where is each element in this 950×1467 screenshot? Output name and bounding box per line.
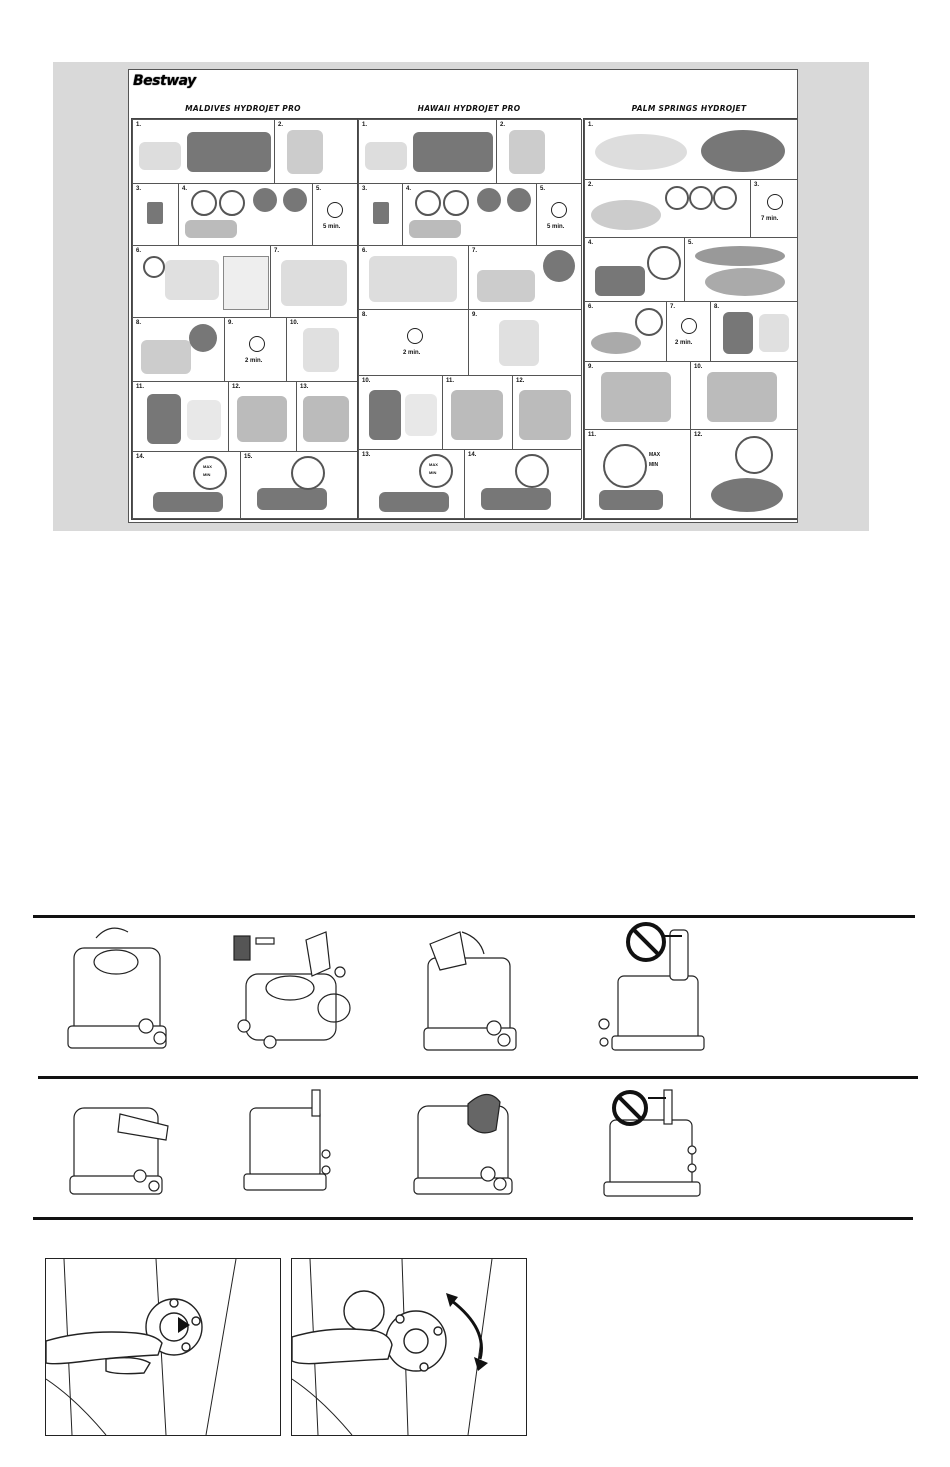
step-number: 3.: [136, 186, 142, 192]
step-cell: [684, 237, 798, 303]
step-cell: [464, 449, 582, 519]
liner-illustration: [365, 142, 407, 170]
step-cell: [224, 317, 288, 383]
prohibited-icon: [614, 1092, 646, 1124]
pump-lid-press-illustration: [70, 1108, 168, 1194]
step-number: 9.: [228, 320, 234, 326]
detail-circle: [689, 186, 713, 210]
step-number: 7.: [274, 248, 280, 254]
pump-illustration: [287, 130, 323, 174]
step-number: 11.: [446, 378, 455, 384]
step-number: 2.: [500, 122, 506, 128]
step-cell: [228, 381, 298, 453]
step-cell: [358, 245, 470, 311]
step-number: 7.: [472, 248, 478, 254]
spa-illustration: [599, 490, 663, 510]
step-number: 8.: [714, 304, 720, 310]
cover-illustration: [695, 246, 785, 266]
detail-circle: [191, 190, 217, 216]
instruction-poster: [128, 69, 798, 523]
pump-incorrect-illustration: [604, 1090, 700, 1196]
step-number: 15.: [244, 454, 253, 460]
step-number: 14.: [136, 454, 145, 460]
max-label: MAX: [429, 462, 438, 467]
step-cell: [132, 245, 272, 319]
step-cell: [584, 429, 692, 519]
step-number: 12.: [694, 432, 703, 438]
detail-circle: [415, 190, 441, 216]
min-label: MIN: [649, 462, 659, 468]
timer-icon: [551, 202, 567, 218]
step-cell: [512, 375, 582, 451]
step-cell: [690, 429, 798, 519]
parts-list: [223, 256, 269, 310]
pump-illustrations: [0, 918, 950, 1218]
step-cell: [468, 309, 582, 377]
step-cell: [536, 183, 582, 247]
spa-illustration: [711, 478, 783, 512]
step-number: 10.: [694, 364, 703, 370]
column-title-palm-springs: PALM SPRINGS HYDROJET: [631, 104, 747, 113]
pressure-gauge: [647, 246, 681, 280]
floor-protector-illustration: [281, 260, 347, 306]
step-cell: [286, 317, 358, 383]
floor-protector-illustration: [141, 340, 191, 374]
detail-circle: [443, 190, 469, 216]
control-panel-icon: [477, 188, 501, 212]
step-cell: [132, 317, 226, 383]
rotate-arrow-icon: [452, 1301, 481, 1359]
time-label: 5 min.: [547, 224, 565, 230]
step-cell: [358, 309, 470, 377]
spa-wall-illustration: [147, 394, 181, 444]
step-number: 9.: [588, 364, 594, 370]
min-label: MIN: [429, 470, 437, 475]
step-cell: [358, 119, 498, 185]
control-panel-icon: [253, 188, 277, 212]
plug-icon: [373, 202, 389, 224]
liner-illustration: [139, 142, 181, 170]
step-cell: [690, 361, 798, 431]
step-cell: [666, 301, 712, 363]
step-cell: [312, 183, 358, 247]
time-label: 5 min.: [323, 224, 341, 230]
step-number: 13.: [300, 384, 309, 390]
control-panel-icon: [507, 188, 531, 212]
step-cell: [296, 381, 358, 453]
timer-icon: [327, 202, 343, 218]
detail-circle: [665, 186, 689, 210]
timer-icon: [767, 194, 783, 210]
timer-icon: [407, 328, 423, 344]
detail-circle: [713, 186, 737, 210]
step-number: 5.: [540, 186, 546, 192]
spa-illustration: [153, 492, 223, 512]
pump-lid-close-illustration: [424, 932, 516, 1050]
step-number: 14.: [468, 452, 477, 458]
hawaii-steps: [357, 118, 581, 520]
step-number: 11.: [588, 432, 597, 438]
step-cell: [584, 119, 798, 181]
spa-wall-illustration: [601, 372, 671, 422]
step-cell: [132, 119, 276, 185]
spa-illustration: [701, 130, 785, 172]
detail-circle: [735, 436, 773, 474]
pump-illustration: [499, 320, 539, 366]
step-cell: [442, 375, 514, 451]
detail-circle: [143, 256, 165, 278]
time-label: 2 min.: [245, 358, 263, 364]
pump-illustration: [405, 394, 437, 436]
pump-side-illustration: [244, 1090, 330, 1190]
spa-illustration: [591, 332, 641, 354]
floor-protector-illustration: [369, 256, 457, 302]
step-cell: [132, 183, 180, 247]
spa-illustration: [591, 200, 661, 230]
spa-illustration: [187, 132, 271, 172]
spa-illustration: [185, 220, 237, 238]
step-number: 9.: [472, 312, 478, 318]
step-number: 1.: [136, 122, 142, 128]
step-cell: [132, 381, 230, 453]
detail-circle: [603, 444, 647, 488]
step-cell: [270, 245, 358, 319]
step-cell: [584, 361, 692, 431]
step-cell: [584, 301, 668, 363]
step-cell: [358, 449, 466, 519]
time-label: 2 min.: [675, 340, 693, 346]
step-cell: [710, 301, 798, 363]
detail-circle: [515, 454, 549, 488]
jet-adjust-panel-left: [45, 1258, 281, 1436]
jet-adjust-panel-right: [291, 1258, 527, 1436]
liner-illustration: [595, 134, 687, 170]
time-label: 2 min.: [403, 350, 421, 356]
floor-protector-illustration: [165, 260, 219, 300]
step-cell: [240, 451, 358, 519]
step-number: 6.: [588, 304, 594, 310]
pump-lid-open-illustration: [68, 928, 166, 1048]
step-number: 5.: [688, 240, 694, 246]
jet-adjust-illustration: [292, 1259, 526, 1435]
step-cell: [358, 183, 404, 247]
step-cell: [402, 183, 538, 247]
maldives-steps: [131, 118, 357, 520]
plug-icon: [147, 202, 163, 224]
spa-illustration: [481, 488, 551, 510]
spa-illustration: [413, 132, 493, 172]
timer-icon: [681, 318, 697, 334]
max-label: MAX: [203, 464, 212, 469]
min-label: MIN: [203, 472, 211, 477]
step-number: 2.: [588, 182, 594, 188]
palm-springs-steps: [583, 118, 797, 520]
step-number: 1.: [588, 122, 594, 128]
spa-wall-illustration: [451, 390, 503, 440]
step-number: 6.: [362, 248, 368, 254]
spa-wall-illustration: [303, 396, 349, 442]
pump-illustration: [187, 400, 221, 440]
step-number: 6.: [136, 248, 142, 254]
detail-circle: [219, 190, 245, 216]
spa-wall-illustration: [707, 372, 777, 422]
step-number: 12.: [516, 378, 525, 384]
step-number: 11.: [136, 384, 145, 390]
prohibited-icon: [628, 924, 664, 960]
step-number: 3.: [362, 186, 368, 192]
jet-adjust-illustration: [46, 1259, 280, 1435]
step-number: 8.: [136, 320, 142, 326]
pump-illustration: [303, 328, 339, 372]
pump-cover-illustration: [414, 1094, 512, 1194]
brand-logo: Bestway: [133, 73, 196, 89]
column-title-maldives: MALDIVES HYDROJET PRO: [185, 104, 301, 113]
step-number: 2.: [278, 122, 284, 128]
step-number: 7.: [670, 304, 676, 310]
spa-illustration: [379, 492, 449, 512]
pump-illustration: [509, 130, 545, 174]
step-number: 3.: [754, 182, 760, 188]
step-number: 13.: [362, 452, 371, 458]
spa-illustration: [257, 488, 327, 510]
step-number: 5.: [316, 186, 322, 192]
spa-illustration: [705, 268, 785, 296]
spa-illustration: [409, 220, 461, 238]
detail-circle: [635, 308, 663, 336]
step-number: 4.: [406, 186, 412, 192]
control-panel-icon: [283, 188, 307, 212]
step-cell: [274, 119, 358, 185]
floor-protector-illustration: [477, 270, 535, 302]
spa-wall-illustration: [519, 390, 571, 440]
spa-wall-illustration: [723, 312, 753, 354]
step-cell: [584, 237, 686, 303]
pump-illustration: [759, 314, 789, 352]
step-cell: [750, 179, 798, 239]
control-panel-icon: [189, 324, 217, 352]
timer-icon: [249, 336, 265, 352]
spa-wall-illustration: [369, 390, 401, 440]
step-number: 1.: [362, 122, 368, 128]
step-number: 10.: [290, 320, 299, 326]
spa-wall-illustration: [237, 396, 287, 442]
time-label: 7 min.: [761, 216, 779, 222]
max-label: MAX: [649, 452, 661, 458]
step-number: 4.: [182, 186, 188, 192]
detail-circle: [291, 456, 325, 490]
step-cell: [178, 183, 314, 247]
step-number: 12.: [232, 384, 241, 390]
pump-parts-illustration: [234, 932, 350, 1048]
step-number: 8.: [362, 312, 368, 318]
step-cell: [468, 245, 582, 311]
column-title-hawaii: HAWAII HYDROJET PRO: [417, 104, 521, 113]
spa-illustration: [595, 266, 645, 296]
step-cell: [584, 179, 752, 239]
step-number: 10.: [362, 378, 371, 384]
step-cell: [358, 375, 444, 451]
step-number: 4.: [588, 240, 594, 246]
control-panel-icon: [543, 250, 575, 282]
step-cell: [132, 451, 242, 519]
step-cell: [496, 119, 582, 185]
